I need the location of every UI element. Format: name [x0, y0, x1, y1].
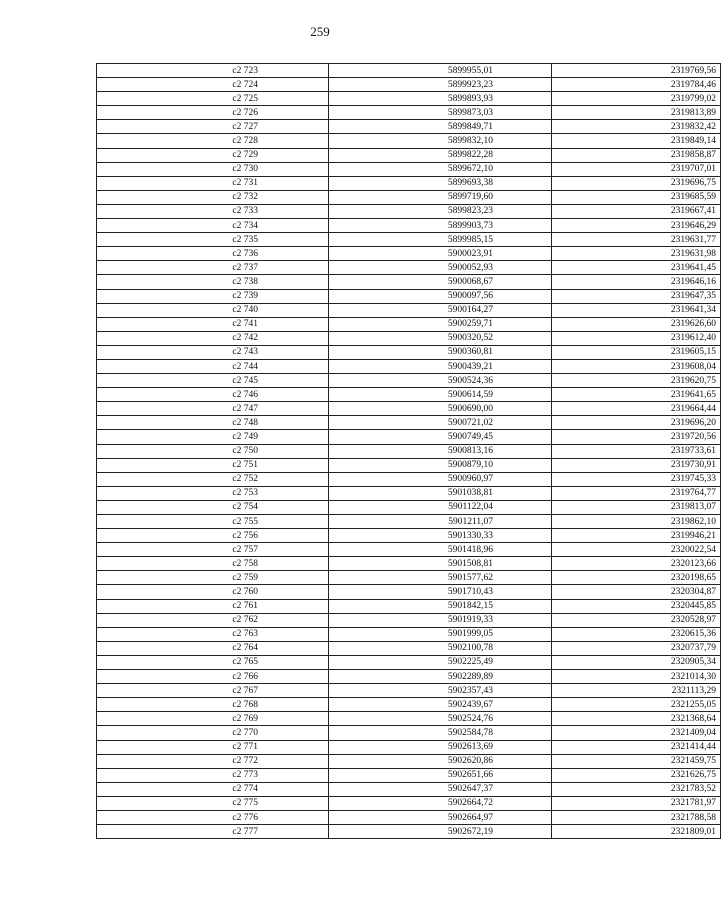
x-coordinate-cell: 5902524,76 [329, 712, 552, 726]
y-coordinate-cell: 2321113,29 [552, 684, 721, 698]
x-coordinate-cell: 5901842,15 [329, 599, 552, 613]
x-coordinate-cell: 5899849,71 [329, 120, 552, 134]
y-coordinate-cell: 2319862,10 [552, 515, 721, 529]
point-name-cell: с2 732 [97, 190, 329, 204]
x-coordinate-cell: 5902651,66 [329, 768, 552, 782]
y-coordinate-cell: 2320445,85 [552, 599, 721, 613]
x-coordinate-cell: 5902357,43 [329, 684, 552, 698]
point-name-cell: с2 765 [97, 655, 329, 669]
x-coordinate-cell: 5901038,81 [329, 486, 552, 500]
point-name-cell: с2 754 [97, 500, 329, 514]
x-coordinate-cell: 5900320,52 [329, 331, 552, 345]
x-coordinate-cell: 5899955,01 [329, 64, 552, 78]
point-name-cell: с2 728 [97, 134, 329, 148]
y-coordinate-cell: 2319631,98 [552, 247, 721, 261]
point-name-cell: с2 767 [97, 684, 329, 698]
table-row [97, 78, 721, 92]
point-name-cell: с2 734 [97, 219, 329, 233]
y-coordinate-cell: 2319799,02 [552, 92, 721, 106]
x-coordinate-cell: 5902584,78 [329, 726, 552, 740]
y-coordinate-cell: 2320304,87 [552, 585, 721, 599]
table-row [97, 303, 721, 317]
x-coordinate-cell: 5901577,62 [329, 571, 552, 585]
table-row [97, 388, 721, 402]
point-name-cell: с2 742 [97, 331, 329, 345]
point-name-cell: с2 731 [97, 176, 329, 190]
table-row [97, 825, 721, 839]
x-coordinate-cell: 5899832,10 [329, 134, 552, 148]
table-row [97, 331, 721, 345]
x-coordinate-cell: 5900813,16 [329, 444, 552, 458]
point-name-cell: с2 751 [97, 458, 329, 472]
x-coordinate-cell: 5899719,60 [329, 190, 552, 204]
y-coordinate-cell: 2319605,15 [552, 345, 721, 359]
x-coordinate-cell: 5902439,67 [329, 698, 552, 712]
y-coordinate-cell: 2319849,14 [552, 134, 721, 148]
x-coordinate-cell: 5900097,56 [329, 289, 552, 303]
y-coordinate-cell: 2321783,52 [552, 782, 721, 796]
table-row [97, 247, 721, 261]
table-row [97, 796, 721, 810]
point-name-cell: с2 747 [97, 402, 329, 416]
table-row [97, 204, 721, 218]
coordinates-table [96, 63, 721, 839]
point-name-cell: с2 752 [97, 472, 329, 486]
table-row [97, 543, 721, 557]
x-coordinate-cell: 5899822,28 [329, 148, 552, 162]
y-coordinate-cell: 2320528,97 [552, 613, 721, 627]
x-coordinate-cell: 5902613,69 [329, 740, 552, 754]
y-coordinate-cell: 2319730,91 [552, 458, 721, 472]
table-row [97, 754, 721, 768]
y-coordinate-cell: 2321414,44 [552, 740, 721, 754]
y-coordinate-cell: 2321014,30 [552, 670, 721, 684]
x-coordinate-cell: 5899873,03 [329, 106, 552, 120]
table-row [97, 782, 721, 796]
x-coordinate-cell: 5899893,93 [329, 92, 552, 106]
x-coordinate-cell: 5902672,19 [329, 825, 552, 839]
table-row [97, 120, 721, 134]
table-row [97, 219, 721, 233]
point-name-cell: с2 733 [97, 204, 329, 218]
x-coordinate-cell: 5900524,36 [329, 374, 552, 388]
x-coordinate-cell: 5899985,15 [329, 233, 552, 247]
x-coordinate-cell: 5902664,72 [329, 796, 552, 810]
x-coordinate-cell: 5900614,59 [329, 388, 552, 402]
y-coordinate-cell: 2319769,56 [552, 64, 721, 78]
y-coordinate-cell: 2319720,56 [552, 430, 721, 444]
y-coordinate-cell: 2319646,16 [552, 275, 721, 289]
point-name-cell: с2 773 [97, 768, 329, 782]
x-coordinate-cell: 5900960,97 [329, 472, 552, 486]
y-coordinate-cell: 2319641,34 [552, 303, 721, 317]
y-coordinate-cell: 2321368,64 [552, 712, 721, 726]
table-row [97, 670, 721, 684]
y-coordinate-cell: 2320615,36 [552, 627, 721, 641]
x-coordinate-cell: 5900068,67 [329, 275, 552, 289]
y-coordinate-cell: 2321409,04 [552, 726, 721, 740]
x-coordinate-cell: 5901710,43 [329, 585, 552, 599]
x-coordinate-cell: 5899923,23 [329, 78, 552, 92]
table-row [97, 275, 721, 289]
point-name-cell: с2 770 [97, 726, 329, 740]
table-row [97, 698, 721, 712]
y-coordinate-cell: 2319832,42 [552, 120, 721, 134]
table-row [97, 726, 721, 740]
y-coordinate-cell: 2319946,21 [552, 529, 721, 543]
table-row [97, 472, 721, 486]
point-name-cell: с2 766 [97, 670, 329, 684]
table-row [97, 162, 721, 176]
table-row [97, 458, 721, 472]
point-name-cell: с2 753 [97, 486, 329, 500]
y-coordinate-cell: 2319813,89 [552, 106, 721, 120]
x-coordinate-cell: 5901330,33 [329, 529, 552, 543]
page-number: 259 [310, 24, 330, 39]
table-row [97, 486, 721, 500]
point-name-cell: с2 760 [97, 585, 329, 599]
table-row [97, 768, 721, 782]
point-name-cell: с2 727 [97, 120, 329, 134]
table-row [97, 359, 721, 373]
point-name-cell: с2 762 [97, 613, 329, 627]
table-row [97, 500, 721, 514]
y-coordinate-cell: 2319647,35 [552, 289, 721, 303]
point-name-cell: с2 746 [97, 388, 329, 402]
point-name-cell: с2 750 [97, 444, 329, 458]
point-name-cell: с2 771 [97, 740, 329, 754]
y-coordinate-cell: 2319641,65 [552, 388, 721, 402]
table-row [97, 641, 721, 655]
table-row [97, 134, 721, 148]
y-coordinate-cell: 2319784,46 [552, 78, 721, 92]
y-coordinate-cell: 2319813,07 [552, 500, 721, 514]
point-name-cell: с2 743 [97, 345, 329, 359]
y-coordinate-cell: 2319696,20 [552, 416, 721, 430]
point-name-cell: с2 775 [97, 796, 329, 810]
table-row [97, 148, 721, 162]
table-row [97, 374, 721, 388]
point-name-cell: с2 745 [97, 374, 329, 388]
point-name-cell: с2 729 [97, 148, 329, 162]
y-coordinate-cell: 2320905,34 [552, 655, 721, 669]
point-name-cell: с2 744 [97, 359, 329, 373]
table-row [97, 712, 721, 726]
x-coordinate-cell: 5901999,05 [329, 627, 552, 641]
x-coordinate-cell: 5899823,23 [329, 204, 552, 218]
point-name-cell: с2 763 [97, 627, 329, 641]
point-name-cell: с2 776 [97, 810, 329, 824]
x-coordinate-cell: 5899672,10 [329, 162, 552, 176]
table-row [97, 317, 721, 331]
point-name-cell: с2 740 [97, 303, 329, 317]
point-name-cell: с2 738 [97, 275, 329, 289]
y-coordinate-cell: 2319631,77 [552, 233, 721, 247]
y-coordinate-cell: 2319664,44 [552, 402, 721, 416]
point-name-cell: с2 761 [97, 599, 329, 613]
x-coordinate-cell: 5900439,21 [329, 359, 552, 373]
y-coordinate-cell: 2319685,59 [552, 190, 721, 204]
y-coordinate-cell: 2319626,60 [552, 317, 721, 331]
table-row [97, 92, 721, 106]
y-coordinate-cell: 2319646,29 [552, 219, 721, 233]
y-coordinate-cell: 2321781,97 [552, 796, 721, 810]
y-coordinate-cell: 2321626,75 [552, 768, 721, 782]
x-coordinate-cell: 5900360,81 [329, 345, 552, 359]
x-coordinate-cell: 5901919,33 [329, 613, 552, 627]
x-coordinate-cell: 5900164,27 [329, 303, 552, 317]
y-coordinate-cell: 2320198,65 [552, 571, 721, 585]
point-name-cell: с2 737 [97, 261, 329, 275]
point-name-cell: с2 769 [97, 712, 329, 726]
point-name-cell: с2 726 [97, 106, 329, 120]
x-coordinate-cell: 5900879,10 [329, 458, 552, 472]
table-row [97, 289, 721, 303]
point-name-cell: с2 764 [97, 641, 329, 655]
x-coordinate-cell: 5901211,07 [329, 515, 552, 529]
x-coordinate-cell: 5902100,78 [329, 641, 552, 655]
point-name-cell: с2 741 [97, 317, 329, 331]
x-coordinate-cell: 5902289,89 [329, 670, 552, 684]
point-name-cell: с2 777 [97, 825, 329, 839]
point-name-cell: с2 725 [97, 92, 329, 106]
point-name-cell: с2 724 [97, 78, 329, 92]
y-coordinate-cell: 2320737,79 [552, 641, 721, 655]
table-row [97, 655, 721, 669]
x-coordinate-cell: 5901418,96 [329, 543, 552, 557]
table-row [97, 190, 721, 204]
y-coordinate-cell: 2319696,75 [552, 176, 721, 190]
table-row [97, 416, 721, 430]
table-row [97, 613, 721, 627]
y-coordinate-cell: 2319707,01 [552, 162, 721, 176]
table-row [97, 261, 721, 275]
point-name-cell: с2 748 [97, 416, 329, 430]
table-row [97, 444, 721, 458]
point-name-cell: с2 774 [97, 782, 329, 796]
table-row [97, 529, 721, 543]
x-coordinate-cell: 5900721,02 [329, 416, 552, 430]
point-name-cell: с2 735 [97, 233, 329, 247]
table-row [97, 345, 721, 359]
table-row [97, 233, 721, 247]
point-name-cell: с2 757 [97, 543, 329, 557]
x-coordinate-cell: 5900259,71 [329, 317, 552, 331]
point-name-cell: с2 755 [97, 515, 329, 529]
table-row [97, 810, 721, 824]
table-row [97, 599, 721, 613]
y-coordinate-cell: 2321255,05 [552, 698, 721, 712]
y-coordinate-cell: 2319667,41 [552, 204, 721, 218]
point-name-cell: с2 749 [97, 430, 329, 444]
y-coordinate-cell: 2320123,66 [552, 557, 721, 571]
y-coordinate-cell: 2319620,75 [552, 374, 721, 388]
point-name-cell: с2 756 [97, 529, 329, 543]
point-name-cell: с2 759 [97, 571, 329, 585]
point-name-cell: с2 730 [97, 162, 329, 176]
table-row [97, 106, 721, 120]
y-coordinate-cell: 2319745,33 [552, 472, 721, 486]
point-name-cell: с2 739 [97, 289, 329, 303]
table-row [97, 176, 721, 190]
x-coordinate-cell: 5900023,91 [329, 247, 552, 261]
y-coordinate-cell: 2319858,87 [552, 148, 721, 162]
x-coordinate-cell: 5900052,93 [329, 261, 552, 275]
table-row [97, 557, 721, 571]
x-coordinate-cell: 5899693,38 [329, 176, 552, 190]
table-row [97, 515, 721, 529]
x-coordinate-cell: 5902225,49 [329, 655, 552, 669]
y-coordinate-cell: 2319641,45 [552, 261, 721, 275]
x-coordinate-cell: 5900749,45 [329, 430, 552, 444]
table-row [97, 627, 721, 641]
y-coordinate-cell: 2321809,01 [552, 825, 721, 839]
point-name-cell: с2 758 [97, 557, 329, 571]
x-coordinate-cell: 5902664,97 [329, 810, 552, 824]
y-coordinate-cell: 2321788,58 [552, 810, 721, 824]
x-coordinate-cell: 5902647,37 [329, 782, 552, 796]
x-coordinate-cell: 5901122,04 [329, 500, 552, 514]
y-coordinate-cell: 2319612,40 [552, 331, 721, 345]
y-coordinate-cell: 2320022,54 [552, 543, 721, 557]
x-coordinate-cell: 5902620,86 [329, 754, 552, 768]
point-name-cell: с2 772 [97, 754, 329, 768]
x-coordinate-cell: 5900690,00 [329, 402, 552, 416]
table-row [97, 585, 721, 599]
y-coordinate-cell: 2319733,61 [552, 444, 721, 458]
point-name-cell: с2 768 [97, 698, 329, 712]
coordinates-table-body [97, 64, 721, 839]
point-name-cell: с2 723 [97, 64, 329, 78]
table-row [97, 430, 721, 444]
x-coordinate-cell: 5901508,81 [329, 557, 552, 571]
y-coordinate-cell: 2321459,75 [552, 754, 721, 768]
table-row [97, 571, 721, 585]
y-coordinate-cell: 2319608,04 [552, 359, 721, 373]
table-row [97, 402, 721, 416]
table-row [97, 684, 721, 698]
x-coordinate-cell: 5899903,73 [329, 219, 552, 233]
table-row [97, 740, 721, 754]
y-coordinate-cell: 2319764,77 [552, 486, 721, 500]
point-name-cell: с2 736 [97, 247, 329, 261]
table-row [97, 64, 721, 78]
